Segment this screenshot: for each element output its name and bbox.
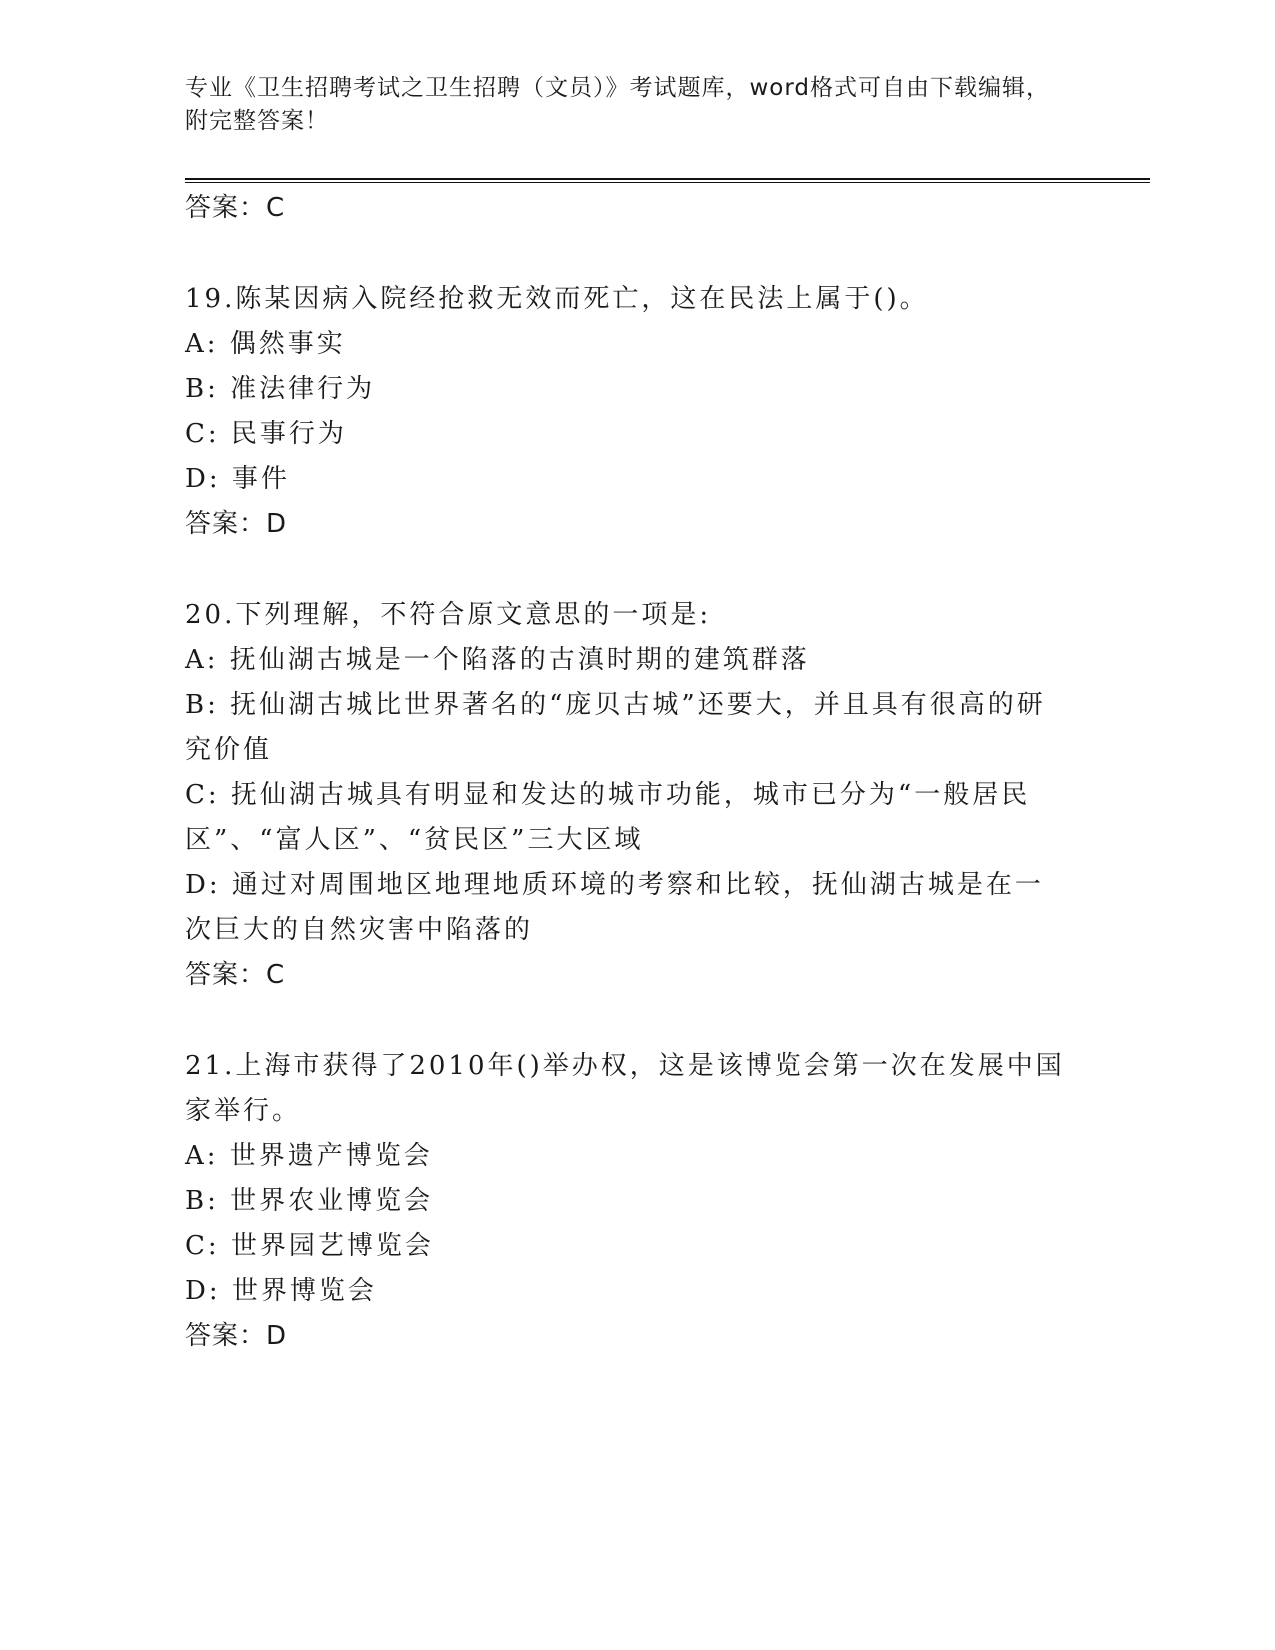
option-a: A: 抚仙湖古城是一个陷落的古滇时期的建筑群落 — [185, 645, 810, 675]
header-divider-thin — [185, 182, 1150, 183]
answer: 答案：C — [185, 960, 286, 990]
spacer — [185, 547, 1070, 593]
question-stem: 20.下列理解，不符合原文意思的一项是: — [185, 600, 712, 630]
option-b: B: 准法律行为 — [185, 374, 376, 404]
spacer — [185, 231, 1070, 277]
option-b: B: 抚仙湖古城比世界著名的“庞贝古城”还要大，并且具有很高的研究价值 — [185, 690, 1046, 765]
question-stem: 19.陈某因病入院经抢救无效而死亡，这在民法上属于()。 — [185, 284, 929, 314]
answer: 答案：D — [185, 1321, 288, 1351]
spacer — [185, 998, 1070, 1044]
question-list — [185, 186, 1070, 1359]
option-c: C: 民事行为 — [185, 419, 347, 449]
option-c: C: 世界园艺博览会 — [185, 1231, 434, 1261]
answer: 答案：D — [185, 509, 288, 539]
question-20 — [185, 593, 1070, 998]
question-19 — [185, 277, 1070, 547]
option-d: D: 世界博览会 — [185, 1276, 377, 1306]
option-a: A: 偶然事实 — [185, 329, 346, 359]
document-header: 专业《卫生招聘考试之卫生招聘（文员）》考试题库，word格式可自由下载编辑，附完整答案！ — [185, 75, 1051, 134]
option-c: C: 抚仙湖古城具有明显和发达的城市功能，城市已分为“一般居民区”、“富人区”、“贫民区”三大区域 — [185, 780, 1031, 855]
previous-answer: 答案：C — [185, 193, 286, 223]
question-21 — [185, 1044, 1070, 1359]
question-stem: 21.上海市获得了2010年()举办权，这是该博览会第一次在发展中国家举行。 — [185, 1051, 1065, 1126]
option-a: A: 世界遗产博览会 — [185, 1141, 433, 1171]
option-d: D: 事件 — [185, 464, 290, 494]
option-d: D: 通过对周围地区地理地质环境的考察和比较，抚仙湖古城是在一次巨大的自然灾害中陷落的 — [185, 870, 1044, 945]
header-divider-thick — [185, 178, 1150, 180]
option-b: B: 世界农业博览会 — [185, 1186, 434, 1216]
